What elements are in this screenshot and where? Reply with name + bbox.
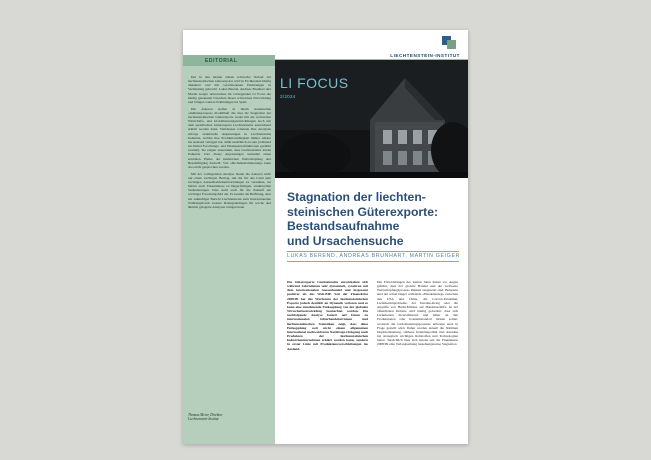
article-title-line: Bestandsaufnahme (287, 219, 400, 234)
focus-title: LI FOCUS (280, 75, 349, 91)
institute-name: LIECHTENSTEIN-INSTITUT (390, 53, 460, 58)
article-title-line: Stagnation der liechten- (287, 190, 426, 204)
body-paragraph: Die Entwicklungen der letzten Jahre haben vor Augen geführt, dass der globale Handel und der weltweite Wertschöpfungsprozess Risiken ausgesetzt sind. Beispiele sind der schon länger währende «Handelskrieg» zwischen den USA und China, die Corona-Pandemie, Lieferkettenprobleme, der Ukraine-Krieg oder die Angriffe von Huthi-Milizen auf Handelsschiffe. In der öffentlichen Debatte wird häufig gefordert, dass sich Lieferketten diversifizieren und näher an den Produktionen oder Konsumstandort rücken sollen, wodurch die Globalisierungsprozesse teilweise auch in Frage gestellt wird. Daher werden aktuell die Stimmen Deglobalisierung, stärkere Industriepolitik und Autarkie bei strategisch wichtigen Rohstoffen und Technologien lauter. Tatsächlich lässt sich bereits seit der Finanzkrise 2008/09 eine Verlangsamung bestehungsweise Stagnation (377, 280, 458, 347)
editorial-text (188, 75, 271, 212)
editorial-paragraph: Mit der vorliegenden Analyse bieten die Autoren nicht nur einen wichtigen Beitrag, um die für das Land sehr wichtigen Aussenhandelsentwicklungen zu verstehen, sie liefern auch Erkenntnisse zu längerfristigen, strukturellen Veränderungen. Dies stellt auch für die Zukunft ein wichtiger Forschungsfeld dar. Es besteht die Hoffnung, dass ein zukünftiger Bericht Liechtensteins zum Internationalen Währungsfonds weitere Datengrundlagen für solche und ähnlich gelagerte Analysen bringen kann. (188, 171, 271, 209)
cover-photo (275, 60, 468, 178)
signature-org: Liechtenstein-Institut (188, 417, 219, 422)
signature-name: Thomas Meier, Direktor (188, 413, 223, 417)
document-page (183, 30, 468, 444)
editorial-paragraph: Der in den letzten Jahren schwache Verlauf der liechtensteinischen Güterexporte wird in Fachkreisen häufig diskutiert und mit verschiedenen Erklärungen in Verbindung gebracht. Lukas Berend, Andreas Brunhart und Martin Geiger untersuchen im vorliegenden LI Focus die häufig genannten Ursachen dieser schwachen Entwicklung und bringen weitere Erklärungen ins Spiel. (188, 75, 271, 104)
article-title-line: steinischen Güterexporte: (287, 204, 439, 219)
editorial-column (183, 55, 275, 444)
body-column-1 (287, 280, 368, 351)
editorial-paragraph: Die Autoren stellen in ihrem statistischen «Indizienprozess» modellhaft das dass die Stagnation der liechtensteinischen Güterexporte weder mit der weltweiten Wirtschafts- und Globalisierungsentwicklungen noch mit dem spezifischen Güterexporte Liechtensteins ausreichend erklärt werden kann. Stattdessen scheinen Ihre Analysen zufolge strukturelle Anpassungen in Liechtensteins Industrie, welche ihre Produktionstätigkeit immer stärker ins Ausland verlagert hat, dafür ursächlich zu sein (während im Inland Forschungs- und Headquarterfunktionen gestärkt werden). Sie zeigen ausserdem, dass Liechtensteins lokale Industrie trotz dieser Anpassungen weiterhin einen zentralen Pfeiler der heimischen Wertschöpfung und Beschäftigung darstellt. Von «De-Industrialisierung» kann also nicht gesprochen werden. (188, 106, 271, 169)
authors-divider (287, 261, 459, 262)
title-divider (287, 251, 459, 252)
article-authors: LUKAS BEREND, ANDREAS BRUNHART, MARTIN GEIGER (287, 253, 461, 259)
body-column-2 (377, 280, 458, 347)
lead-paragraph: Die Güterexporte Liechtensteins entwickelten sich während Jahrzehnten sehr dynamisch, synchron mit dem internationalen Aussenhandel und insgesamt positiver als das Welt-BIP. Seit der Finanzkrise 2008/09 hat das Wachstum der liechtensteinischen Exporte jedoch deutlich an Dynamik verloren und es kann eine zunehmende Entkopplung von der globalen Wirtschaftsentwicklung beobachtet werden. Die nachfolgende Analyse basiert auf Daten zu internationalen Güterhandelsströmen und liechtensteinischen Statistiken zeigt, dass diese Entkopplung weit nicht einem allgemeinen international nachweisbaren Nachfrage-rückgang nach Produkten der liechtensteinischen Industrieunternehmen erklärt werden kann, sondern in erster Linie mit Produktionsverschiebungen ins Ausland. (287, 280, 369, 351)
editorial-label: EDITORIAL (205, 58, 238, 64)
focus-issue: 2/2024 (280, 94, 296, 99)
editorial-signature (188, 413, 223, 422)
article-title (287, 190, 462, 248)
liechtenstein-institut-logo-icon (442, 36, 456, 49)
article-title-line: und Ursachensuche (287, 233, 404, 248)
